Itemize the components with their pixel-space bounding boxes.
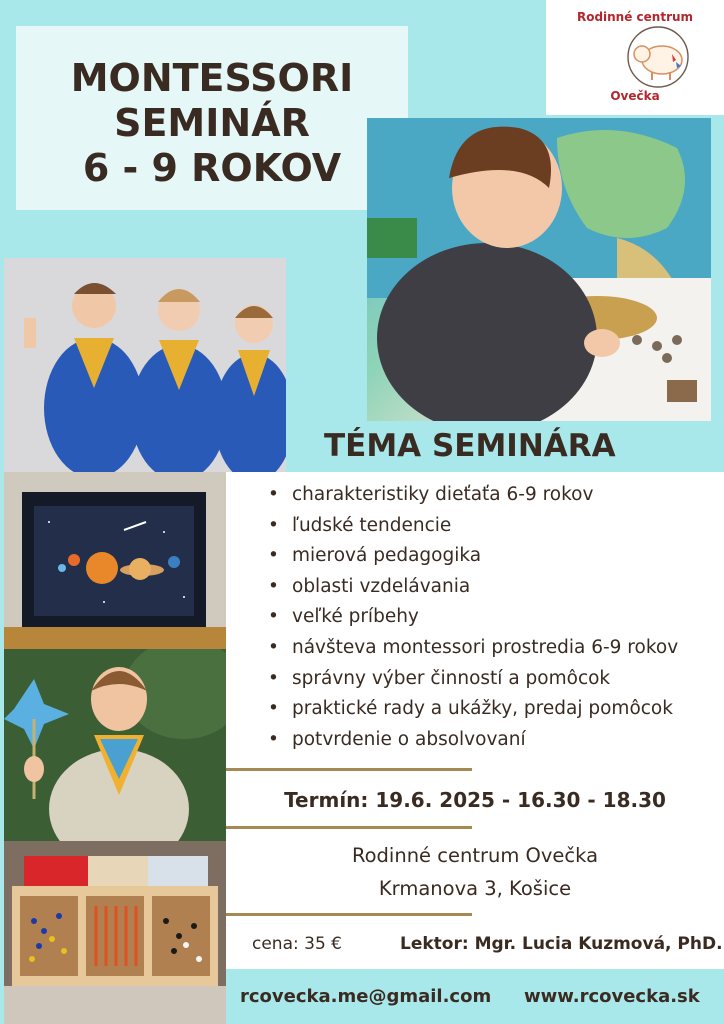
topic-list [268, 480, 678, 755]
topic-heading: TÉMA SEMINÁRA [324, 428, 616, 464]
list-item: • praktické rady a ukážky, predaj pomôcok [268, 694, 678, 725]
photo-bead-boxes [4, 841, 226, 1024]
contact-web-link[interactable]: www.rcovecka.sk [524, 986, 700, 1007]
event-date: Termín: 19.6. 2025 - 16.30 - 18.30 [284, 788, 666, 812]
logo-text-top: Rodinné centrum [576, 10, 694, 24]
divider [226, 826, 472, 829]
page-title-line-3: 6 - 9 ROKOV [82, 146, 342, 190]
sheep-logo-icon [618, 24, 698, 90]
page-title-line-2: SEMINÁR [114, 101, 310, 145]
list-item: • mierová pedagogika [268, 541, 678, 572]
venue-name: Rodinné centrum Ovečka [351, 844, 599, 867]
list-item: • správny výber činností a pomôcok [268, 664, 678, 695]
contact-email-link[interactable]: rcovecka.me@gmail.com [240, 986, 492, 1007]
photo-scouts [4, 258, 286, 472]
list-item: • veľké príbehy [268, 602, 678, 633]
price: cena: 35 € [252, 934, 342, 954]
photo-solar-system [4, 472, 226, 649]
list-item: • návšteva montessori prostredia 6-9 rokov [268, 633, 678, 664]
photo-scout-boy [4, 649, 226, 841]
list-item: • potvrdenie o absolvovaní [268, 725, 678, 756]
lecturer: Lektor: Mgr. Lucia Kuzmová, PhD. [400, 934, 723, 954]
photo-boy-reading [367, 118, 711, 421]
page-title-line-1: MONTESSORI [70, 56, 354, 100]
divider [226, 913, 472, 916]
divider [226, 768, 472, 771]
list-item: • oblasti vzdelávania [268, 572, 678, 603]
list-item: • charakteristiky dieťaťa 6-9 rokov [268, 480, 678, 511]
venue-address: Krmanova 3, Košice [378, 877, 572, 900]
list-item: • ľudské tendencie [268, 511, 678, 542]
logo-text-bottom: Ovečka [610, 89, 660, 103]
